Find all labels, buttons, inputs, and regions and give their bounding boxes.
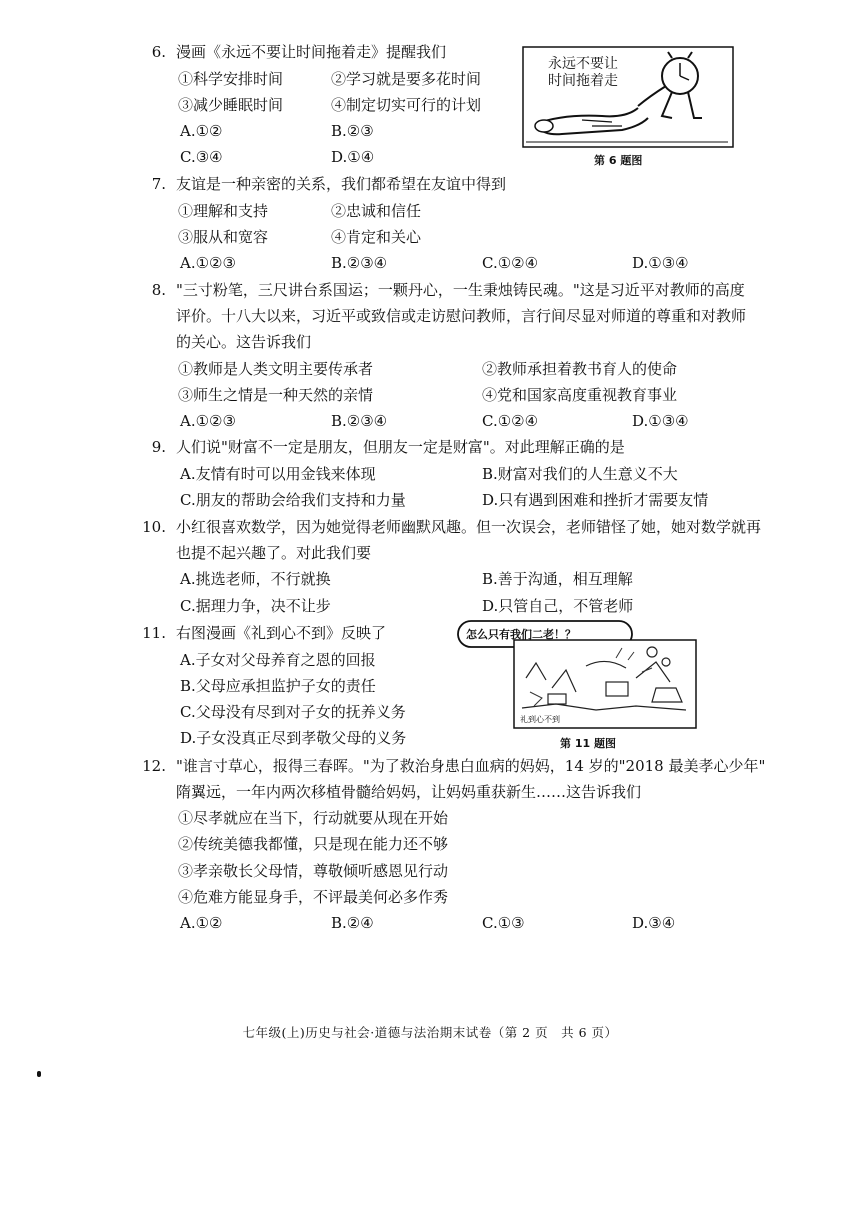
question-7-statement-3: ③服从和宽容: [178, 228, 269, 246]
page-footer: 七年级(上)历史与社会·道德与法治期末试卷（第 2 页 共 6 页）: [242, 1025, 618, 1040]
question-8-statement-3: ③师生之情是一种天然的亲情: [178, 386, 374, 404]
question-12-option-c[interactable]: C.①③: [482, 914, 525, 932]
figure-11-caption: 第 11 题图: [560, 737, 616, 750]
figure-6-bubble-line-1: 永远不要让: [548, 56, 618, 72]
question-7-option-c[interactable]: C.①②④: [482, 254, 539, 272]
question-11-option-c[interactable]: C.父母没有尽到对子女的抚养义务: [180, 703, 406, 721]
question-9-option-a[interactable]: A.友情有时可以用金钱来体现: [180, 465, 376, 483]
question-7-stem: 友谊是一种亲密的关系，我们都希望在友谊中得到: [176, 175, 507, 193]
question-9-stem: 人们说"财富不一定是朋友，但朋友一定是财富"。对此理解正确的是: [176, 438, 625, 456]
question-8-statement-4: ④党和国家高度重视教育事业: [482, 386, 678, 404]
question-11-number: 11.: [142, 624, 166, 642]
figure-6-bubble-line-2: 时间拖着走: [548, 73, 618, 89]
question-6-option-a[interactable]: A.①②: [180, 122, 223, 140]
question-7-option-b[interactable]: B.②③④: [331, 254, 388, 272]
question-10-option-d[interactable]: D.只管自己，不管老师: [482, 597, 634, 615]
question-11-option-d[interactable]: D.子女没真正尽到孝敬父母的义务: [180, 729, 407, 747]
question-10-stem-line-2: 也提不起兴趣了。对此我们要: [176, 544, 372, 562]
question-12-statement-1: ①尽孝就应在当下，行动就要从现在开始: [178, 809, 449, 827]
question-6-statement-3: ③减少睡眠时间: [178, 96, 284, 114]
question-9-option-c[interactable]: C.朋友的帮助会给我们支持和力量: [180, 491, 406, 509]
question-12-option-d[interactable]: D.③④: [632, 914, 676, 932]
figure-6-caption: 第 6 题图: [594, 154, 643, 167]
question-6-statement-1: ①科学安排时间: [178, 70, 284, 88]
question-10-stem-line-1: 小红很喜欢数学，因为她觉得老师幽默风趣。但一次误会，老师错怪了她，她对数学就再: [176, 518, 762, 536]
question-12-option-a[interactable]: A.①②: [180, 914, 223, 932]
question-9-option-b[interactable]: B.财富对我们的人生意义不大: [482, 465, 678, 483]
question-6-stem: 漫画《永远不要让时间拖着走》提醒我们: [176, 43, 447, 61]
question-11-option-a[interactable]: A.子女对父母养育之恩的回报: [180, 651, 376, 669]
question-9-number: 9.: [151, 438, 166, 456]
figure-11-inner-text: 礼到心不到: [520, 715, 560, 724]
question-10-number: 10.: [142, 518, 166, 536]
question-12-option-b[interactable]: B.②④: [331, 914, 374, 932]
question-9-option-d[interactable]: D.只有遇到困难和挫折才需要友情: [482, 491, 709, 509]
question-7-statement-2: ②忠诚和信任: [331, 202, 422, 220]
question-8-stem-line-1: "三寸粉笔，三尺讲台系国运；一颗丹心，一生秉烛铸民魂。"这是习近平对教师的高度: [176, 281, 745, 299]
question-7-option-d[interactable]: D.①③④: [632, 254, 689, 272]
question-7-statement-4: ④肯定和关心: [331, 228, 422, 246]
question-11-stem: 右图漫画《礼到心不到》反映了: [176, 624, 387, 642]
question-8-number: 8.: [151, 281, 166, 299]
question-8-option-d[interactable]: D.①③④: [632, 412, 689, 430]
question-10-option-b[interactable]: B.善于沟通，相互理解: [482, 570, 633, 588]
question-8-stem-line-3: 的关心。这告诉我们: [176, 333, 312, 351]
question-11-option-b[interactable]: B.父母应承担监护子女的责任: [180, 677, 376, 695]
question-8-stem-line-2: 评价。十八大以来，习近平或致信或走访慰问教师，言行间尽显对师道的尊重和对教师: [176, 307, 747, 325]
question-6-statement-2: ②学习就是要多花时间: [331, 70, 482, 88]
question-12-stem-line-2: 隋翼远，一年内两次移植骨髓给妈妈，让妈妈重获新生……这告诉我们: [176, 783, 642, 801]
question-12-number: 12.: [142, 757, 166, 775]
question-6-option-b[interactable]: B.②③: [331, 122, 374, 140]
question-6-option-c[interactable]: C.③④: [180, 148, 223, 166]
question-10-option-c[interactable]: C.据理力争，决不让步: [180, 597, 331, 615]
question-12-statement-3: ③孝亲敬长父母情，尊敬倾听感恩见行动: [178, 862, 449, 880]
question-12-statement-2: ②传统美德我都懂，只是现在能力还不够: [178, 835, 449, 853]
scan-speck: [37, 1071, 41, 1077]
question-8-option-b[interactable]: B.②③④: [331, 412, 388, 430]
question-10-option-a[interactable]: A.挑选老师，不行就换: [180, 570, 331, 588]
question-12-statement-4: ④危难方能显身手，不评最美何必多作秀: [178, 888, 449, 906]
question-8-statement-2: ②教师承担着教书育人的使命: [482, 360, 678, 378]
question-8-statement-1: ①教师是人类文明主要传承者: [178, 360, 374, 378]
question-6-statement-4: ④制定切实可行的计划: [331, 96, 482, 114]
question-8-option-c[interactable]: C.①②④: [482, 412, 539, 430]
question-7-number: 7.: [151, 175, 166, 193]
question-6-option-d[interactable]: D.①④: [331, 148, 375, 166]
question-7-option-a[interactable]: A.①②③: [180, 254, 236, 272]
figure-11-bubble-text: 怎么只有我们二老！？: [466, 628, 576, 641]
question-6-number: 6.: [151, 43, 166, 61]
question-8-option-a[interactable]: A.①②③: [180, 412, 236, 430]
question-7-statement-1: ①理解和支持: [178, 202, 269, 220]
question-12-stem-line-1: "谁言寸草心，报得三春晖。"为了救治身患白血病的妈妈，14 岁的"2018 最美孝心少年": [176, 757, 766, 775]
